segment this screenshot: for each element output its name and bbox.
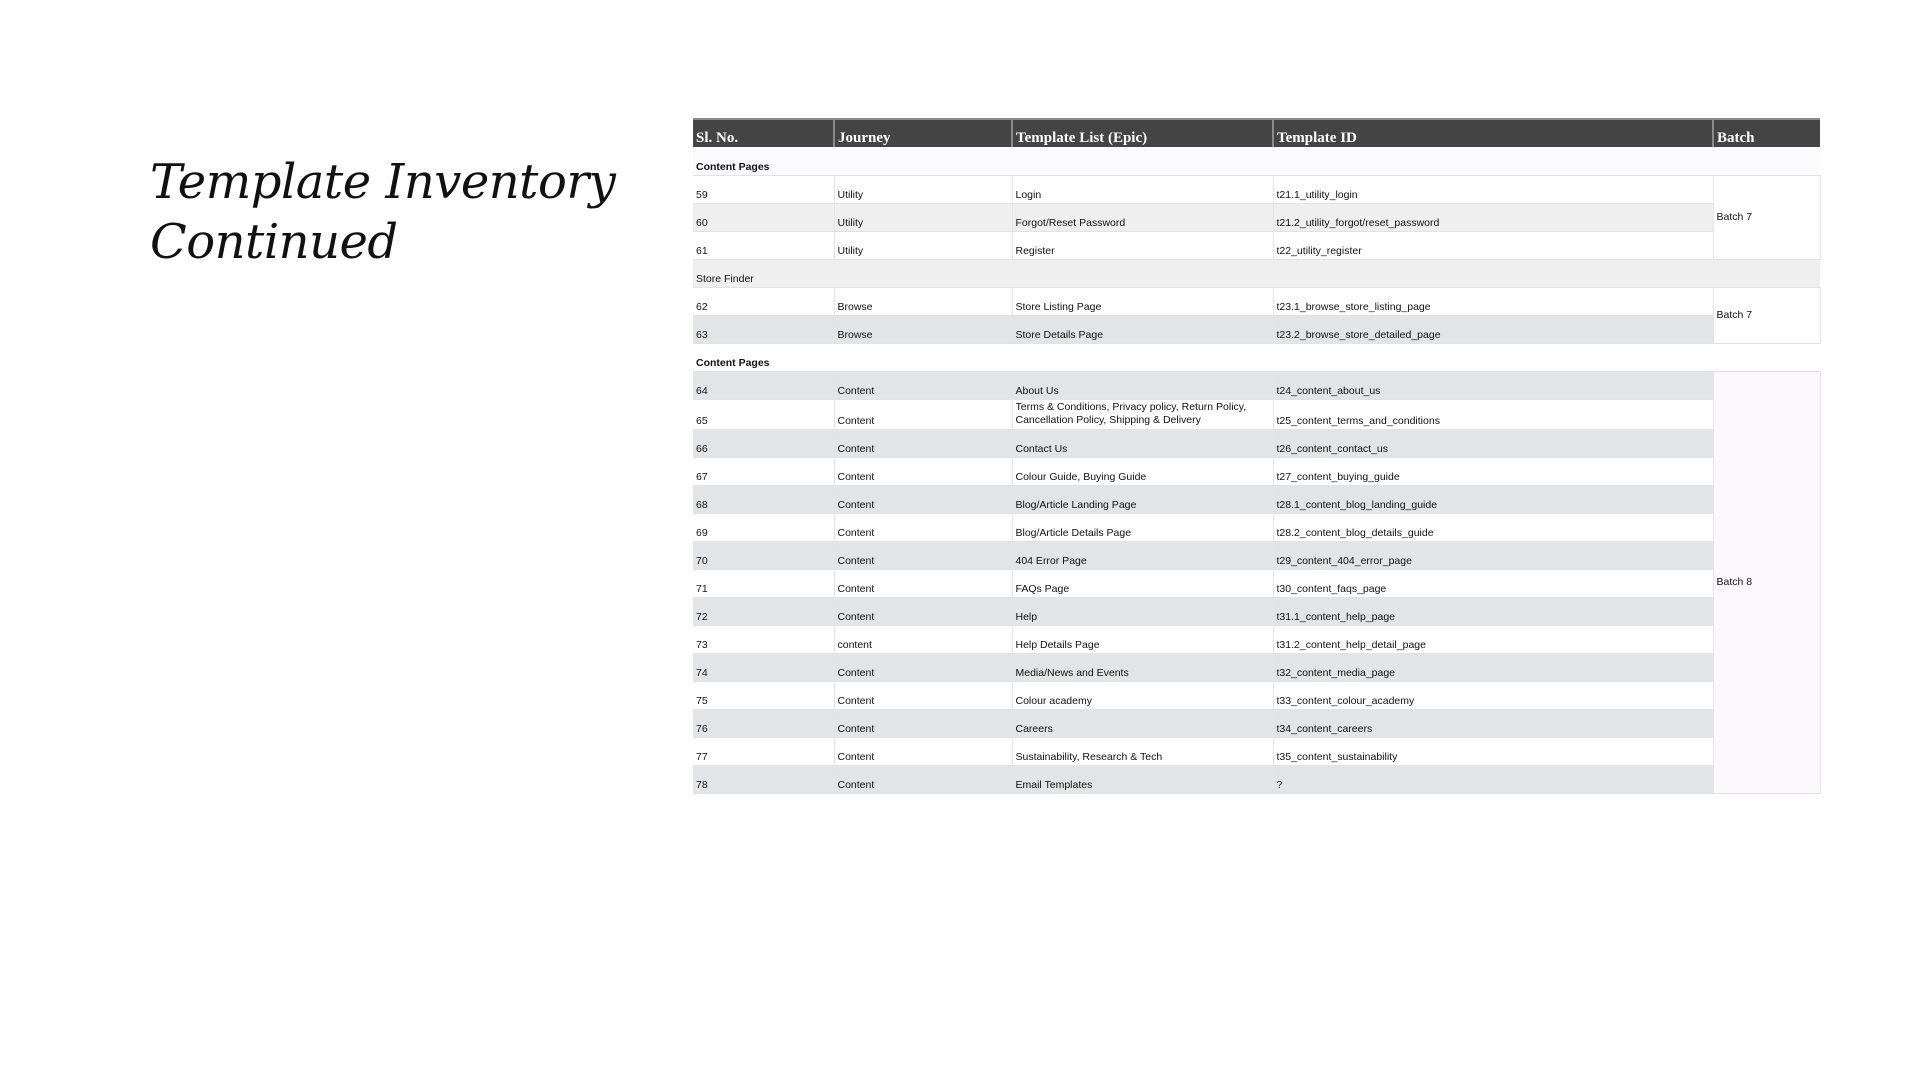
template-list-cell: About Us — [1012, 371, 1273, 399]
template-list-cell: Blog/Article Details Page — [1012, 513, 1273, 541]
template-list-cell: Register — [1012, 231, 1273, 259]
template-id-cell: t34_content_careers — [1273, 709, 1713, 737]
journey-cell: Content — [834, 737, 1012, 765]
template-id-cell: t21.1_utility_login — [1273, 175, 1713, 203]
template-id-cell: ? — [1273, 765, 1713, 793]
template-list-cell: FAQs Page — [1012, 569, 1273, 597]
template-list-cell: Blog/Article Landing Page — [1012, 485, 1273, 513]
batch-cell: Batch 7 — [1713, 287, 1820, 343]
journey-cell: Browse — [834, 315, 1012, 343]
template-id-cell: t22_utility_register — [1273, 231, 1713, 259]
title-line-2: Continued — [150, 214, 398, 270]
template-list-cell: Contact Us — [1012, 429, 1273, 457]
header-journey: Journey — [834, 119, 1012, 147]
section-row — [693, 343, 1820, 371]
table-row — [693, 287, 1820, 315]
template-id-cell: t28.2_content_blog_details_guide — [1273, 513, 1713, 541]
table-row — [693, 597, 1820, 625]
template-list-cell: Store Listing Page — [1012, 287, 1273, 315]
journey-cell: Content — [834, 597, 1012, 625]
sl-no-cell: 61 — [693, 231, 834, 259]
sl-no-cell: 70 — [693, 541, 834, 569]
template-list-cell: Forgot/Reset Password — [1012, 203, 1273, 231]
sl-no-cell: 68 — [693, 485, 834, 513]
journey-cell: Content — [834, 653, 1012, 681]
journey-cell: content — [834, 625, 1012, 653]
section-label: Store Finder — [693, 259, 1820, 287]
sl-no-cell: 71 — [693, 569, 834, 597]
table-row — [693, 371, 1820, 399]
journey-cell: Utility — [834, 231, 1012, 259]
table-row — [693, 513, 1820, 541]
table-row — [693, 681, 1820, 709]
table-row — [693, 709, 1820, 737]
template-list-cell: 404 Error Page — [1012, 541, 1273, 569]
journey-cell: Content — [834, 765, 1012, 793]
journey-cell: Content — [834, 457, 1012, 485]
sl-no-cell: 65 — [693, 399, 834, 429]
sl-no-cell: 69 — [693, 513, 834, 541]
journey-cell: Content — [834, 429, 1012, 457]
section-label: Content Pages — [693, 147, 1820, 175]
table-row — [693, 203, 1820, 231]
journey-cell: Content — [834, 399, 1012, 429]
table-row — [693, 231, 1820, 259]
sl-no-cell: 74 — [693, 653, 834, 681]
template-list-text: Terms & Conditions, Privacy policy, Return Policy, Cancellation Policy, Shipping & Delivery — [1015, 400, 1247, 426]
template-id-cell: t30_content_faqs_page — [1273, 569, 1713, 597]
template-id-cell: t23.2_browse_store_detailed_page — [1273, 315, 1713, 343]
table-row — [693, 625, 1820, 653]
template-id-cell: t21.2_utility_forgot/reset_password — [1273, 203, 1713, 231]
table-row — [693, 737, 1820, 765]
template-list-cell: Media/News and Events — [1012, 653, 1273, 681]
sl-no-cell: 64 — [693, 371, 834, 399]
template-id-cell: t31.2_content_help_detail_page — [1273, 625, 1713, 653]
sl-no-cell: 62 — [693, 287, 834, 315]
table-row — [693, 485, 1820, 513]
template-list-cell: Colour academy — [1012, 681, 1273, 709]
sl-no-cell: 77 — [693, 737, 834, 765]
journey-cell: Content — [834, 709, 1012, 737]
header-template-list: Template List (Epic) — [1012, 119, 1273, 147]
section-row — [693, 147, 1820, 175]
template-list-cell: Careers — [1012, 709, 1273, 737]
journey-cell: Content — [834, 371, 1012, 399]
table-row — [693, 541, 1820, 569]
sl-no-cell: 76 — [693, 709, 834, 737]
template-inventory-table — [693, 118, 1821, 794]
section-row — [693, 259, 1820, 287]
sl-no-cell: 72 — [693, 597, 834, 625]
journey-cell: Content — [834, 541, 1012, 569]
template-id-cell: t27_content_buying_guide — [1273, 457, 1713, 485]
header-template-id: Template ID — [1273, 119, 1713, 147]
sl-no-cell: 78 — [693, 765, 834, 793]
journey-cell: Content — [834, 513, 1012, 541]
table-row — [693, 315, 1820, 343]
template-list-cell: Email Templates — [1012, 765, 1273, 793]
header-batch: Batch — [1713, 119, 1820, 147]
table-row — [693, 399, 1820, 429]
template-list-cell: Login — [1012, 175, 1273, 203]
template-list-cell: Help Details Page — [1012, 625, 1273, 653]
template-id-cell: t35_content_sustainability — [1273, 737, 1713, 765]
header-row — [693, 119, 1820, 147]
template-id-cell: t24_content_about_us — [1273, 371, 1713, 399]
journey-cell: Content — [834, 681, 1012, 709]
journey-cell: Content — [834, 485, 1012, 513]
template-list-cell: Sustainability, Research & Tech — [1012, 737, 1273, 765]
template-id-cell: t23.1_browse_store_listing_page — [1273, 287, 1713, 315]
template-id-cell: t29_content_404_error_page — [1273, 541, 1713, 569]
sl-no-cell: 73 — [693, 625, 834, 653]
journey-cell: Browse — [834, 287, 1012, 315]
template-id-cell: t25_content_terms_and_conditions — [1273, 399, 1713, 429]
table-row — [693, 457, 1820, 485]
table-row — [693, 765, 1820, 793]
table-row — [693, 569, 1820, 597]
template-list-cell: Colour Guide, Buying Guide — [1012, 457, 1273, 485]
journey-cell: Utility — [834, 203, 1012, 231]
template-id-cell: t32_content_media_page — [1273, 653, 1713, 681]
template-id-cell: t26_content_contact_us — [1273, 429, 1713, 457]
batch-cell: Batch 7 — [1713, 175, 1820, 259]
batch-cell: Batch 8 — [1713, 371, 1820, 793]
section-label: Content Pages — [693, 343, 1820, 371]
template-list-cell — [1012, 399, 1273, 429]
page-title — [150, 152, 615, 272]
sl-no-cell: 60 — [693, 203, 834, 231]
table-row — [693, 653, 1820, 681]
template-id-cell: t33_content_colour_academy — [1273, 681, 1713, 709]
sl-no-cell: 63 — [693, 315, 834, 343]
journey-cell: Content — [834, 569, 1012, 597]
sl-no-cell: 66 — [693, 429, 834, 457]
template-list-cell: Help — [1012, 597, 1273, 625]
sl-no-cell: 75 — [693, 681, 834, 709]
template-list-cell: Store Details Page — [1012, 315, 1273, 343]
title-line-1: Template Inventory — [150, 154, 616, 210]
table-row — [693, 429, 1820, 457]
sl-no-cell: 59 — [693, 175, 834, 203]
template-id-cell: t28.1_content_blog_landing_guide — [1273, 485, 1713, 513]
header-sl-no: Sl. No. — [693, 119, 834, 147]
sl-no-cell: 67 — [693, 457, 834, 485]
template-id-cell: t31.1_content_help_page — [1273, 597, 1713, 625]
table-row — [693, 175, 1820, 203]
journey-cell: Utility — [834, 175, 1012, 203]
